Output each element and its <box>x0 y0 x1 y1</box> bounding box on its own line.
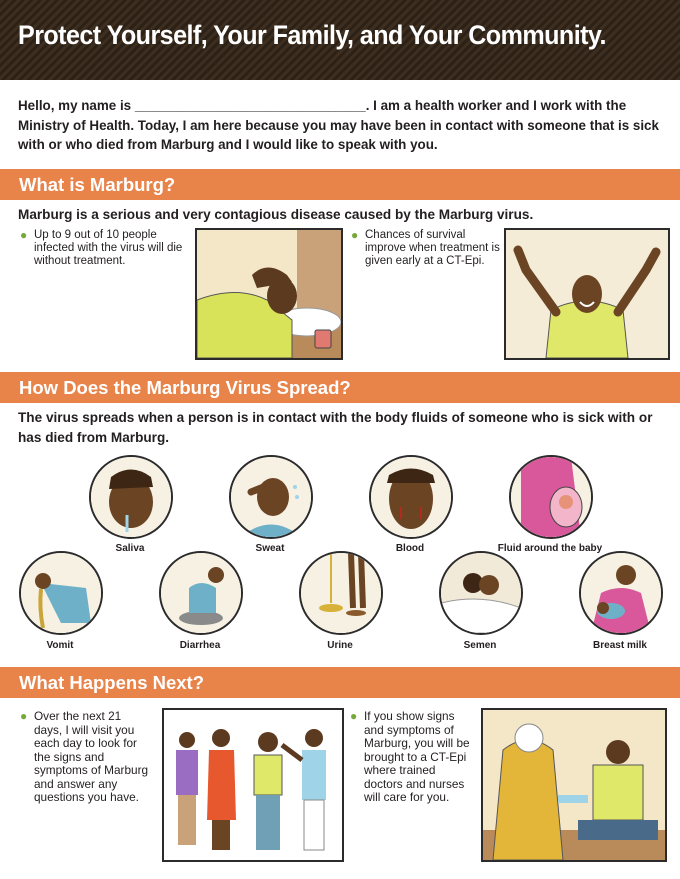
saliva-label: Saliva <box>115 543 145 554</box>
breast-milk-illustration <box>579 551 663 635</box>
urine-label: Urine <box>327 640 353 651</box>
section-heading-what-is-marburg <box>0 169 680 200</box>
page-title: Protect Yourself, Your Family, and Your Community. <box>18 20 606 50</box>
bullet-text: Up to 9 out of 10 people infected with the virus will die without treatment. <box>34 229 183 267</box>
vomit-illustration <box>19 551 103 635</box>
bullet-text: Over the next 21 days, I will visit you each day to look for the signs and symptoms of Marburg and answer any questions you have. <box>34 709 149 804</box>
bullet-dot-icon: ● <box>350 709 358 723</box>
diarrhea-illustration <box>159 551 243 635</box>
vomit-label: Vomit <box>46 640 74 651</box>
breast-milk-label: Breast milk <box>593 640 647 651</box>
bullet-dot-icon: ● <box>20 228 28 242</box>
bullet-ct-epi <box>350 709 472 805</box>
section-heading-how-spread <box>0 372 680 403</box>
sick-person-in-bed-illustration <box>195 228 343 360</box>
urine-illustration <box>299 551 383 635</box>
intro-paragraph: Hello, my name is _______________________________. I am a health worker and I work with the Ministry of Health. Today, I am here because you may have been in contact with someone that is sick with or who died from Marburg and I would like to speak with you. <box>18 98 659 152</box>
sweat-label: Sweat <box>255 543 285 554</box>
health-worker-checking-family-illustration <box>162 708 344 862</box>
recovered-person-cheering-illustration <box>504 228 670 360</box>
fluid-around-baby-illustration <box>509 455 593 539</box>
bullet-21-days <box>20 709 152 805</box>
header-banner <box>0 0 680 80</box>
saliva-illustration <box>89 455 173 539</box>
bullet-fatality <box>20 228 186 268</box>
section1-lead: Marburg is a serious and very contagious disease caused by the Marburg virus. <box>18 207 534 222</box>
bullet-dot-icon: ● <box>20 709 28 723</box>
section-heading-what-next <box>0 667 680 698</box>
fluid-around-baby-label: Fluid around the baby <box>497 543 603 554</box>
semen-label: Semen <box>463 640 497 651</box>
bullet-dot-icon: ● <box>351 228 359 242</box>
blood-illustration <box>369 455 453 539</box>
semen-illustration <box>439 551 523 635</box>
section2-lead: The virus spreads when a person is in contact with the body fluids of someone who is sick with or has died from Marburg. <box>18 410 653 445</box>
section-title: What is Marburg? <box>19 174 176 195</box>
section-title: What Happens Next? <box>19 672 205 693</box>
bullet-text: If you show signs and symptoms of Marburg, you will be brought to a CT-Epi where trained doctors and nurses will care for you. <box>364 709 470 804</box>
section-title: How Does the Marburg Virus Spread? <box>19 377 351 398</box>
bullet-text: Chances of survival improve when treatment is given early at a CT-Epi. <box>365 229 500 267</box>
diarrhea-label: Diarrhea <box>179 640 221 651</box>
bullet-survival <box>351 228 500 268</box>
sweat-illustration <box>229 455 313 539</box>
nurse-caring-patient-illustration <box>481 708 667 862</box>
blood-label: Blood <box>395 543 425 554</box>
